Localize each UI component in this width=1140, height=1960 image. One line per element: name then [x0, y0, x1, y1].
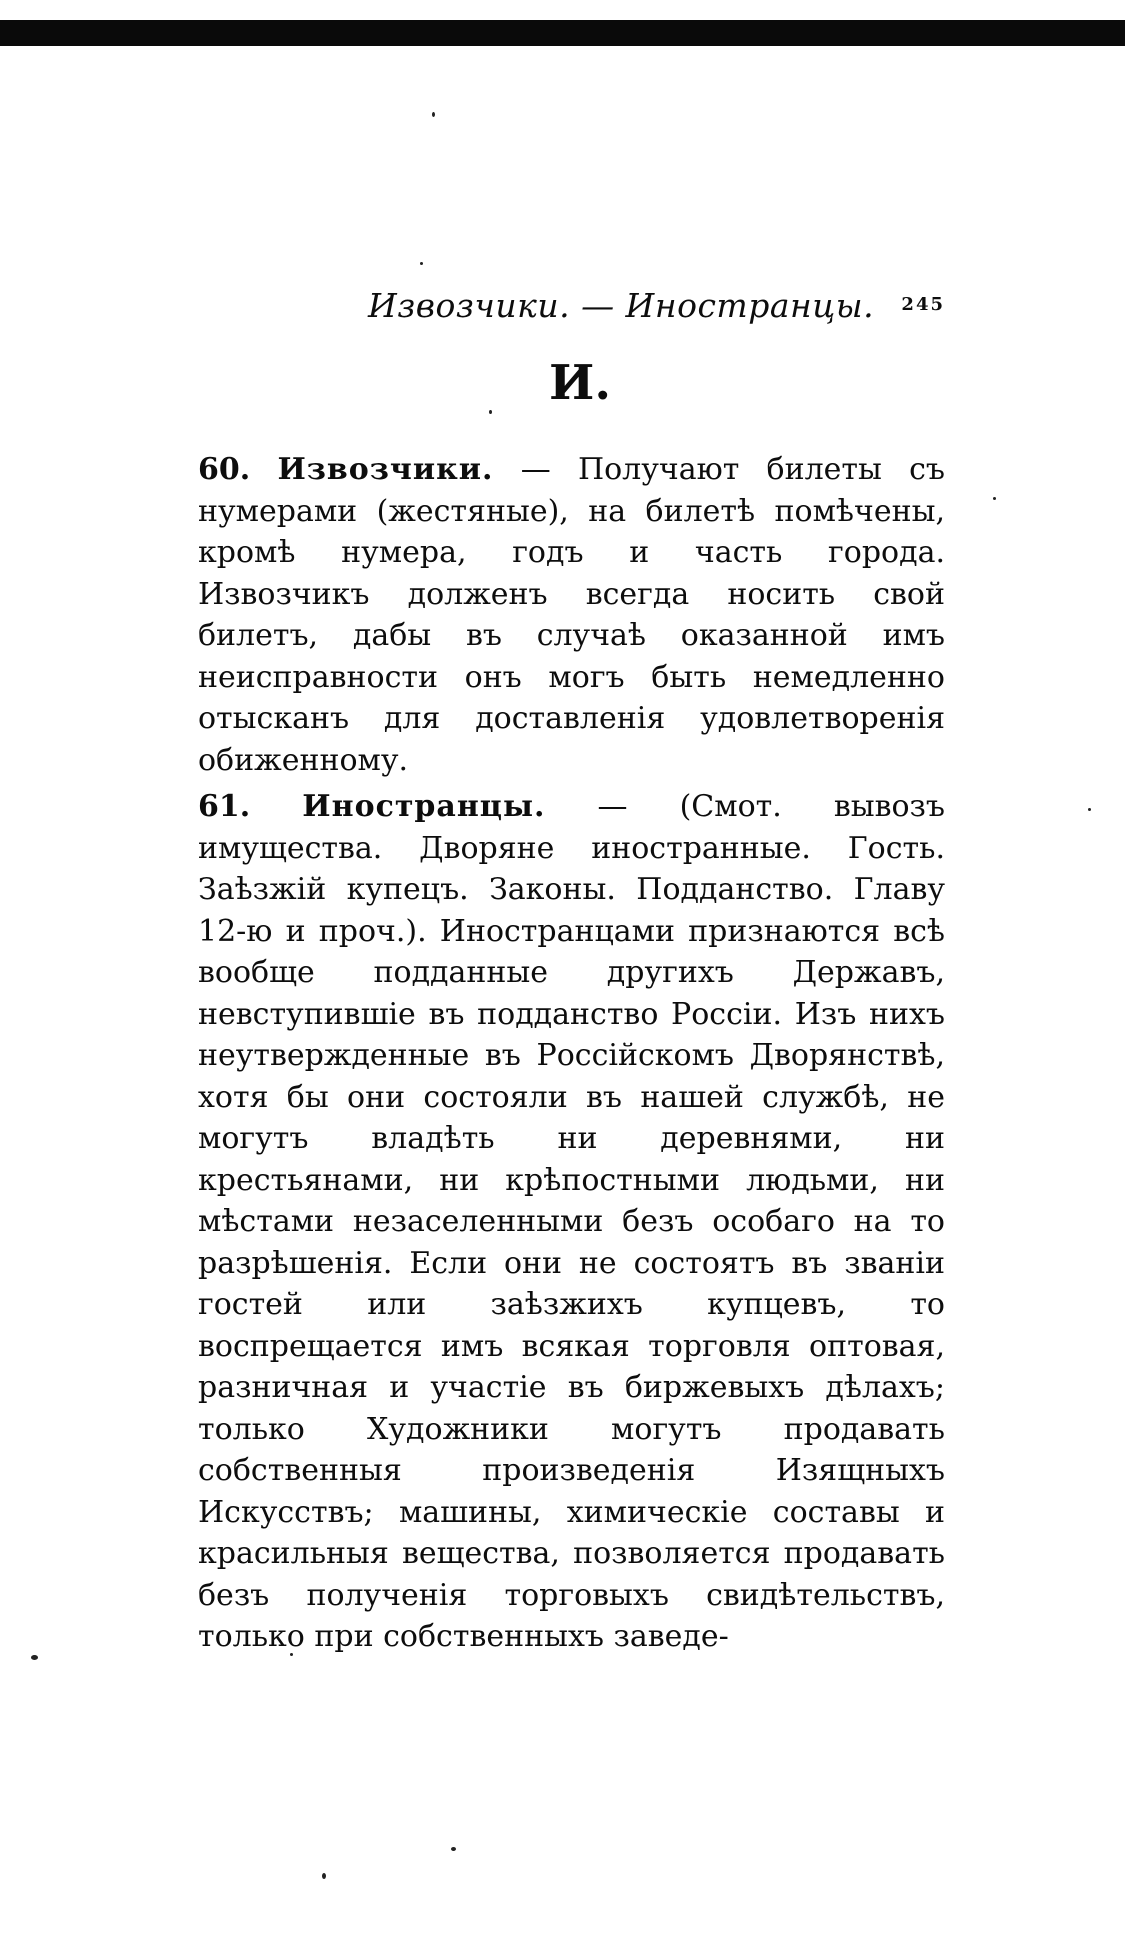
running-head: [200, 286, 945, 326]
entry-text: — Получают билеты съ нумерами (жестяные), на билетѣ помѣчены, кромѣ нумера, годъ и часть города. Извозчикъ долженъ всегда носить свой билетъ, дабы въ случаѣ оказанной имъ неисправности онъ могъ быть немедленно отысканъ для доставленія удовлетворенія обиженному.: [198, 452, 945, 778]
running-head-title: Извозчики. — Иностранцы.: [368, 286, 875, 325]
entry-number: 61.: [198, 789, 251, 824]
page-number: 245: [901, 294, 945, 315]
scan-speck: [322, 1873, 326, 1879]
scan-speck: [420, 262, 423, 265]
scan-top-border: [0, 20, 1125, 46]
scan-speck: [31, 1655, 38, 1660]
entry-heading: Иностранцы.: [302, 789, 546, 824]
entry-61: [198, 786, 945, 1658]
entry-60: [198, 449, 945, 781]
scan-speck: [1088, 808, 1091, 811]
entry-number: 60.: [198, 452, 251, 487]
scan-speck: [451, 1847, 456, 1851]
scan-speck: [993, 497, 996, 500]
entry-text: — (Смот. вывозъ имущества. Дворяне иностранные. Гость. Заѣзжій купецъ. Законы. Подданство. Главу 12-ю и проч.). Иностранцами признаются всѣ вообще подданные другихъ Державъ, невступившіе въ подданство Россіи. Изъ нихъ неутвержденные въ Россійскомъ Дворянствѣ, хотя бы они состояли въ нашей службѣ, не могутъ владѣть ни деревнями, ни крестьянами, ни крѣпостными людьми, ни мѣстами незаселенными безъ особаго на то разрѣшенія. Если они не состоятъ въ званіи гостей или заѣзжихъ купцевъ, то воспрещается имъ всякая торговля оптовая, разничная и участіе въ биржевыхъ дѣлахъ; только Художники могутъ продавать собственныя произведенія Изящныхъ Искусствъ; машины, химическіе составы и красильныя вещества, позволяется продавать безъ полученія торговыхъ свидѣтельствъ, только при собственныхъ заведе-: [198, 789, 945, 1654]
scan-speck: [432, 112, 435, 117]
entry-heading: Извозчики.: [277, 452, 494, 487]
section-letter: И.: [548, 355, 612, 411]
